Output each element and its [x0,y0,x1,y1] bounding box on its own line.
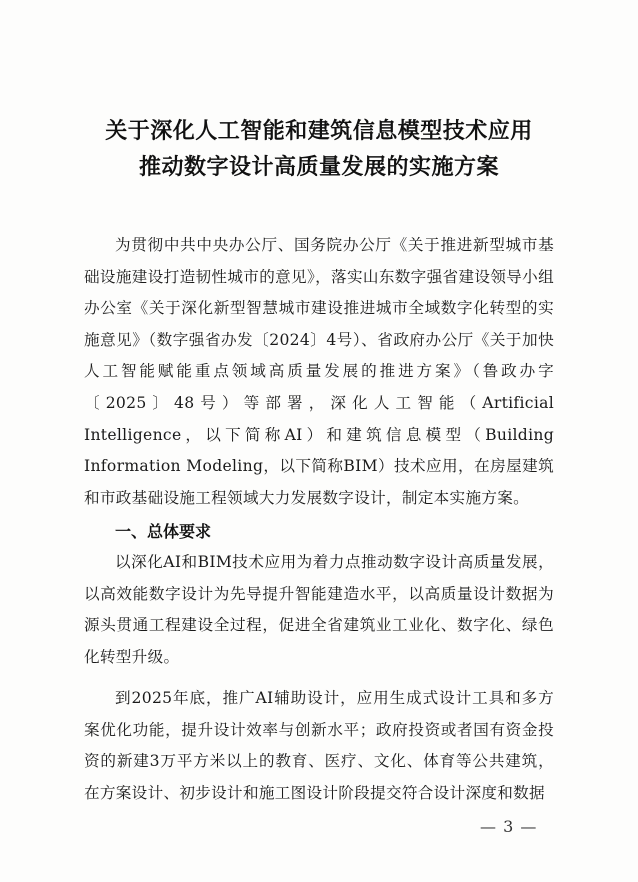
document-title-line-1: 关于深化人工智能和建筑信息模型技术应用 [105,118,533,144]
page-number: — 3 — [480,817,538,836]
paragraph-intro: 为贯彻中共中央办公厅、国务院办公厅《关于推进新型城市基础设施建设打造韧性城市的意见》，落实山东数字强省建设领导小组办公室《关于深化新型智慧城市建设推进城市全域数字化转型的实施意见》（数字强省办发〔2024〕4号）、省政府办公厅《关于加快人工智能赋能重点领域高质量发展的推进方案》（鲁政办字〔2025〕48号）等部署，深化人工智能（Artificial Intelligence，以下简称AI）和建筑信息模型（Building Information Modeling，以下简称BIM）技术应用，在房屋建筑和市政基础设施工程领域大力发展数字设计，制定本实施方案。 [84,236,554,507]
paragraph-goal: 以深化AI和BIM技术应用为着力点推动数字设计高质量发展，以高效能数字设计为先导提升智能建造水平，以高质量设计数据为源头贯通工程建设全过程，促进全省建筑业工业化、数字化、绿色化转型升级。 [84,553,554,666]
section-heading-general-requirements: 一、总体要求 [115,522,212,541]
document-title-line-2: 推动数字设计高质量发展的实施方案 [138,154,499,180]
paragraph-target-2025: 到2025年底，推广AI辅助设计，应用生成式设计工具和多方案优化功能，提升设计效率与创新水平；政府投资或者国有资金投资的新建3万平方米以上的教育、医疗、文化、体育等公共建筑，在方案设计、初步设计和施工图设计阶段提交符合设计深度和数据 [84,689,554,802]
